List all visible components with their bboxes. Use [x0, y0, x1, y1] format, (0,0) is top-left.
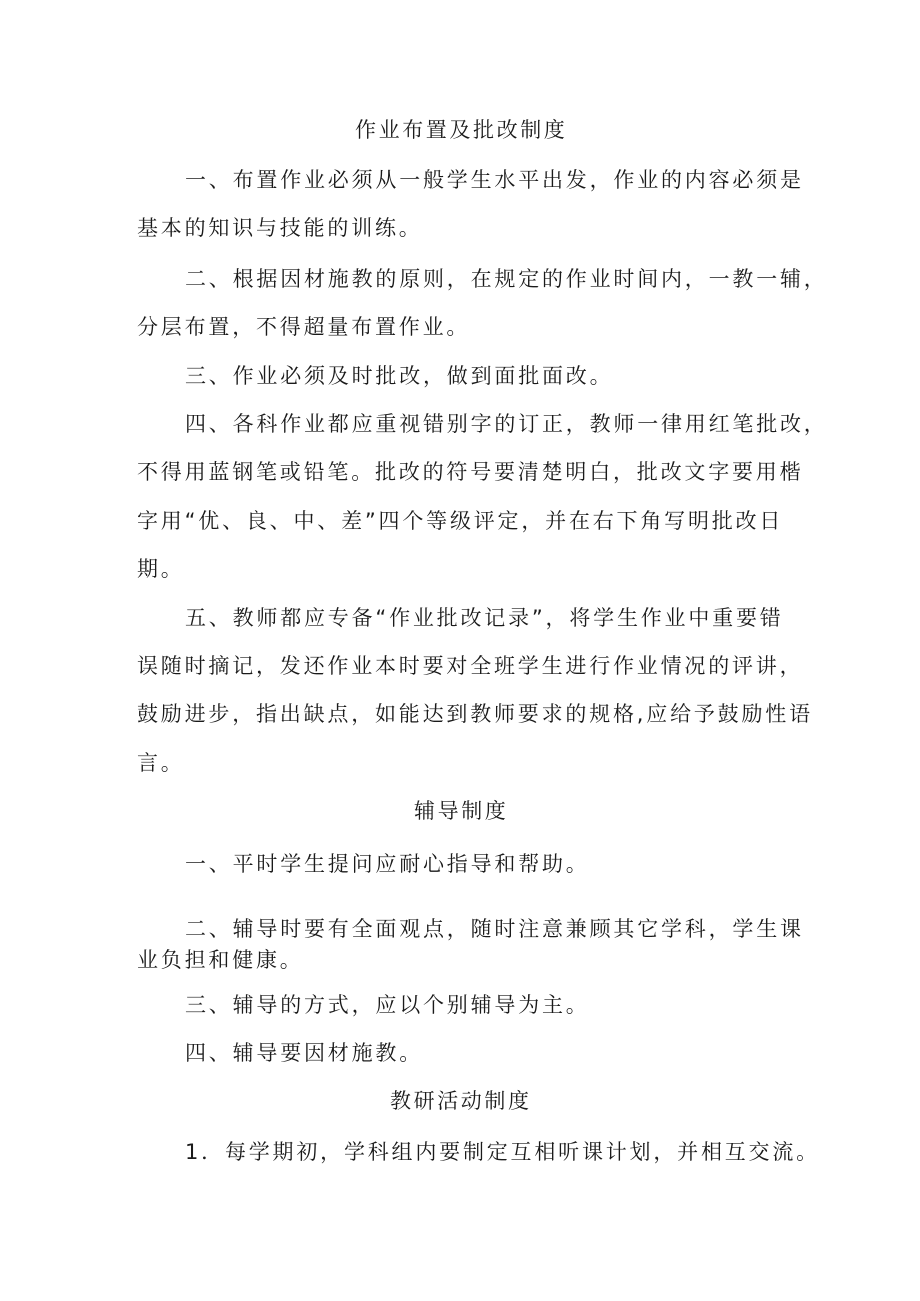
paragraph-line: 言。	[137, 751, 185, 775]
section-title-homework: 作业布置及批改制度	[355, 118, 568, 142]
paragraph-line: 分层布置，不得超量布置作业。	[137, 315, 471, 339]
paragraph-line: 四、各科作业都应重视错别字的订正，教师一律用红笔批改，	[185, 412, 828, 436]
paragraph-line: 1．每学期初，学科组内要制定互相听课计划，并相互交流。	[185, 1140, 820, 1164]
paragraph-line: 三、辅导的方式，应以个别辅导为主。	[185, 993, 590, 1017]
paragraph-line: 业负担和健康。	[137, 948, 304, 972]
paragraph-line: 期。	[137, 557, 185, 581]
paragraph-line: 基本的知识与技能的训练。	[137, 216, 423, 240]
paragraph-line: 字用“优、良、中、差”四个等级评定，并在右下角写明批改日	[137, 509, 784, 533]
paragraph-line: 误随时摘记，发还作业本时要对全班学生进行作业情况的评讲，	[137, 654, 804, 678]
section-title-teaching-research: 教研活动制度	[390, 1089, 532, 1113]
paragraph-line: 三、作业必须及时批改，做到面批面改。	[185, 364, 614, 388]
paragraph-line: 不得用蓝钢笔或铅笔。批改的符号要清楚明白，批改文字要用楷	[137, 460, 804, 484]
paragraph-line: 一、布置作业必须从一般学生水平出发，作业的内容必须是	[185, 168, 804, 192]
paragraph-line: 五、教师都应专备“作业批改记录”，将学生作业中重要错	[185, 606, 784, 630]
paragraph-line: 二、辅导时要有全面观点，随时注意兼顾其它学科，学生课	[185, 917, 804, 941]
section-title-tutoring: 辅导制度	[414, 799, 509, 823]
paragraph-line: 鼓励进步，指出缺点，如能达到教师要求的规格,应给予鼓励性语	[137, 702, 813, 726]
paragraph-line: 四、辅导要因材施教。	[185, 1041, 423, 1065]
paragraph-line: 一、平时学生提问应耐心指导和帮助。	[185, 852, 590, 876]
paragraph-line: 二、根据因材施教的原则，在规定的作业时间内，一教一辅，	[185, 267, 828, 291]
